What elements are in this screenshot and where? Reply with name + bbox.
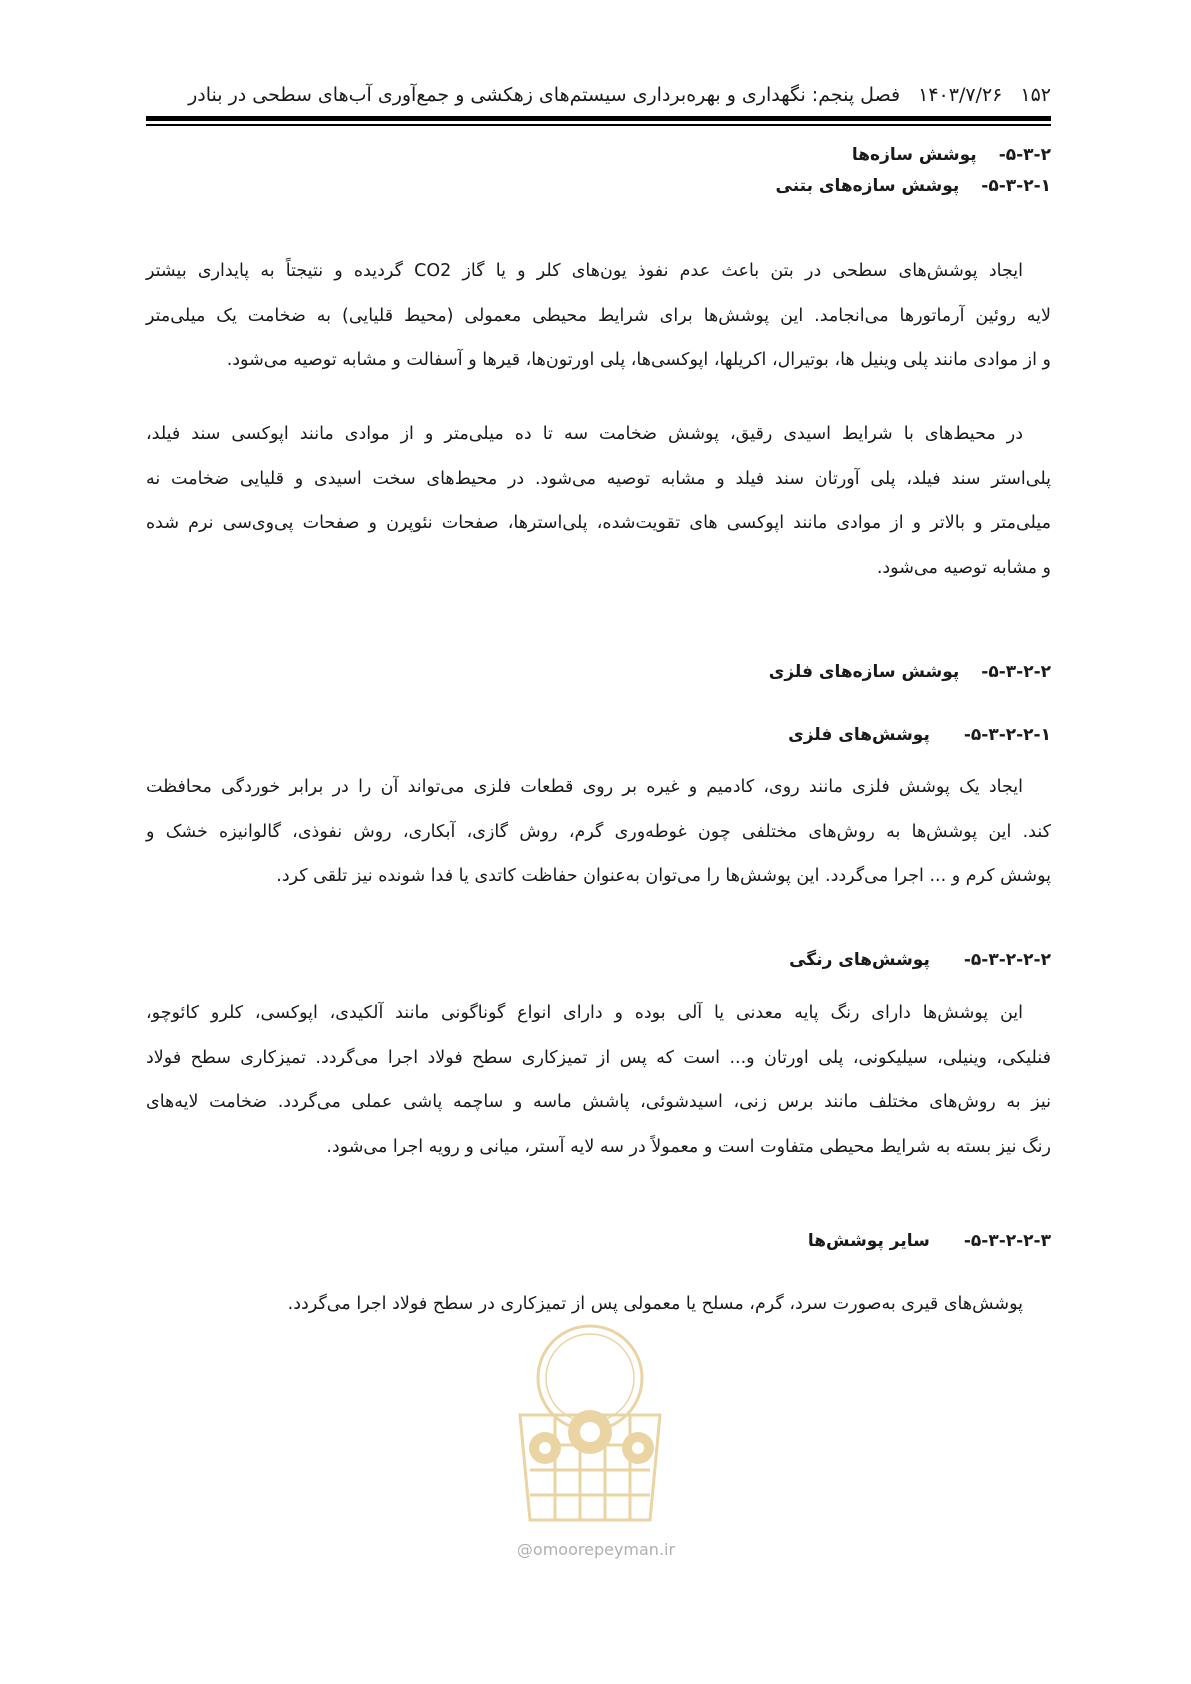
running-header — [146, 80, 1051, 110]
subsubsection-heading: ۵-۳-۲-۲-۲-پوشش‌های رنگی — [789, 950, 1051, 970]
page-number: ۱۵۲ — [1020, 84, 1051, 106]
subsection-heading: ۵-۳-۲-۲-پوشش سازه‌های فلزی — [768, 662, 1051, 682]
header-rule-thin — [146, 124, 1051, 126]
paragraph: ایجاد یک پوشش فلزی مانند روی، کادمیم و غیره بر روی قطعات فلزی می‌تواند آن را در برابر خوردگی محافظت کند. این پوشش‌ها به روش‌های مختلفی چون غوطه‌وری گرم، روش گازی، آبکاری، روش نفوذی، گالوانیزه خشک و پوشش کرم و ... اجرا می‌گردد. این پوشش‌ها را می‌توان به‌عنوان حفاظت کاتدی یا فدا شونده نیز تلقی کرد. — [146, 777, 1051, 887]
section-heading: ۵-۳-۲-پوشش سازه‌ها — [851, 145, 1051, 165]
watermark-logo — [490, 1320, 690, 1540]
watermark-site: @omoorepeyman.ir — [516, 1540, 676, 1559]
subsection-heading: ۵-۳-۲-۱-پوشش سازه‌های بتنی — [775, 176, 1051, 196]
paragraph: ایجاد پوشش‌های سطحی در بتن باعث عدم نفوذ یون‌های کلر و یا گاز CO2 گردیده و نتیجتاً به پایداری بیشتر لایه روئین آرماتورها می‌انجامد. این پوشش‌ها برای شرایط محیطی معمولی (محیط قلیایی) به ضخامت یک میلی‌متر و از موادی مانند پلی وینیل ها، بوتیرال، اکریلها، اپوکسی‌ها، پلی اورتون‌ها، قیرها و آسفالت و مشابه توصیه می‌شود. — [146, 261, 1051, 371]
paragraph: در محیط‌های با شرایط اسیدی رقیق، پوشش ضخامت سه تا ده میلی‌متر و از موادی مانند اپوکسی سند فیلد، پلی‌استر سند فیلد، پلی آورتان سند فیلد و مشابه توصیه می‌شود. در محیط‌های سخت اسیدی و قلیایی ضخامت نه میلی‌متر و بالاتر و از موادی مانند اپوکسی های تقویت‌شده، پلی‌استرها، صفحات نئوپرن و صفحات پی‌وی‌سی نرم شده و مشابه توصیه می‌شود. — [146, 424, 1051, 578]
subsubsection-heading: ۵-۳-۲-۲-۱-پوشش‌های فلزی — [788, 725, 1051, 745]
header-rule-thick — [146, 116, 1051, 121]
paragraph: پوشش‌های قیری به‌صورت سرد، گرم، مسلح یا معمولی پس از تمیزکاری در سطح فولاد اجرا می‌گردد. — [287, 1294, 1023, 1314]
paragraph: این پوشش‌ها دارای رنگ پایه معدنی یا آلی بوده و دارای انواع گوناگونی مانند آلکیدی، اپوکسی، کلرو کائوچو، فنلیکی، وینیلی، سیلیکونی، پلی اورتان و... است که پس از تمیزکاری سطح فولاد اجرا می‌گردد. تمیزکاری سطح فولاد نیز به روش‌های مختلف مانند برس زنی، اسیدشوئی، پاشش ماسه و ساچمه پاشی عملی می‌گردد. ضخامت لایه‌های رنگ نیز بسته به شرایط محیطی متفاوت است و معمولاً در سه لایه آستر، میانی و رویه اجرا می‌شود. — [146, 1003, 1051, 1157]
subsubsection-heading: ۵-۳-۲-۲-۳-سایر پوشش‌ها — [807, 1231, 1051, 1251]
header-date: ۱۴۰۳/۷/۲۶ — [918, 84, 1003, 106]
chapter-title: فصل پنجم: نگهداری و بهره‌برداری سیستم‌های زهکشی و جمع‌آوری آب‌های سطحی در بنادر — [188, 84, 901, 106]
